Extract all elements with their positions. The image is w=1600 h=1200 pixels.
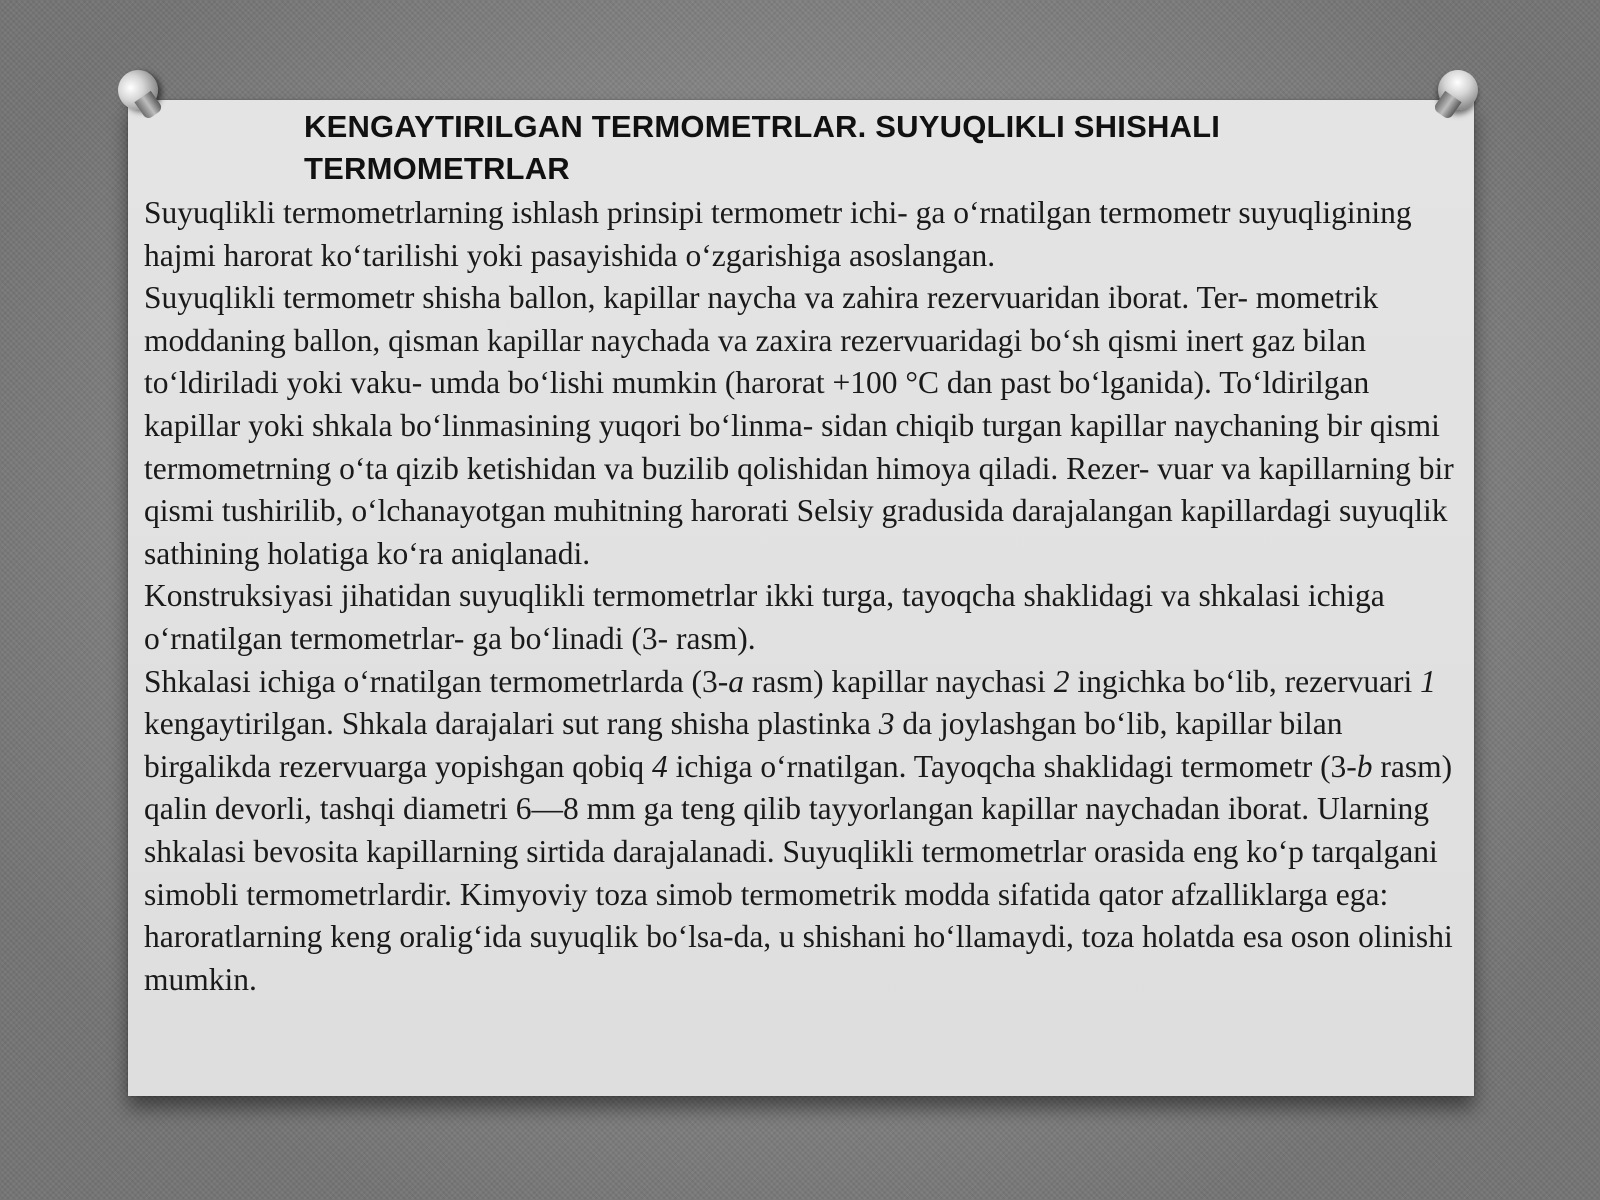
part-number-1: 1 xyxy=(1420,663,1436,699)
paragraph-types: Konstruksiyasi jihatidan suyuqlikli termometrlar ikki turga, tayoqcha shaklidagi va shkalasi ichiga oʻrnatilgan termometrlar- ga boʻlinadi (3- rasm). xyxy=(144,578,1385,656)
part-number-3: 3 xyxy=(878,706,895,742)
part-number-4: 4 xyxy=(651,748,668,784)
text-run: ingichka boʻlib, rezervuari xyxy=(1069,663,1421,699)
paragraph-scale-thermometers xyxy=(144,661,1464,1002)
text-run: ichiga oʻrnatilgan. Tayoqcha shaklidagi termometr (3- xyxy=(667,748,1357,784)
pushpin-icon xyxy=(1430,62,1486,118)
text-run: da joylashgan boʻlib, kapillar bilan birgalikda rezervuarga yopishgan qobiq xyxy=(144,706,1343,784)
text-run: rasm) kapillar naychasi xyxy=(744,663,1054,699)
figure-ref-a: a xyxy=(728,663,745,699)
part-number-2: 2 xyxy=(1053,663,1070,699)
pushpin-icon xyxy=(110,62,166,118)
paragraph-construction: Suyuqlikli termometr shisha ballon, kapillar naycha va zahira rezervuaridan iborat. Ter- mometrik moddaning ballon, qisman kapillar naychada va zaxira rezervuaridagi boʻsh qismi inert gaz bilan toʻldiriladi yoki vaku- umda boʻlishi mumkin (harorat +100 °C dan past boʻlganida). Toʻldirilgan kapillar yoki shkala boʻlinmasining yuqori boʻlinma- sidan chiqib turgan kapillar naychaning bir qismi termometrning oʻta qizib ketishidan va buzilib qolishidan himoya qiladi. Rezer- vuar va kapillarning bir qismi tushirilib, oʻlchanayotgan muhitning harorati Selsiy gradusida darajalangan kapillardagi suyuqlik sathining holatiga koʻra aniqlanadi. xyxy=(144,280,1454,571)
text-run: Shkalasi ichiga oʻrnatilgan termometrlarda (3- xyxy=(144,663,729,699)
paragraph-principle: Suyuqlikli termometrlarning ishlash prinsipi termometr ichi- ga oʻrnatilgan termometr suyuqligining hajmi harorat koʻtarilishi yoki pasayishida oʻzgarishiga asoslangan. xyxy=(144,195,1412,273)
figure-ref-b: b xyxy=(1356,748,1373,784)
text-run: kengaytirilgan. Shkala darajalari sut rang shisha plastinka xyxy=(144,706,879,742)
slide-body xyxy=(144,192,1464,1001)
text-run: rasm) qalin devorli, tashqi diametri 6—8 mm ga teng qilib tayyorlangan kapillar naychadan iborat. Ularning shkalasi bevosita kapillarning sirtida darajalanadi. Suyuqlikli termometrlar orasida eng koʻp tarqalgani simobli termometrlardir. Kimyoviy toza simob termometrik modda sifatida qator afzalliklarga ega: haroratlarning keng oraligʻida suyuqlik boʻlsa-da, u shishani hoʻllamaydi, toza holatda esa oson olinishi mumkin. xyxy=(144,748,1453,997)
slide-title: KENGAYTIRILGAN TERMOMETRLAR. SUYUQLIKLI SHISHALI TERMOMETRLAR xyxy=(304,109,1221,186)
